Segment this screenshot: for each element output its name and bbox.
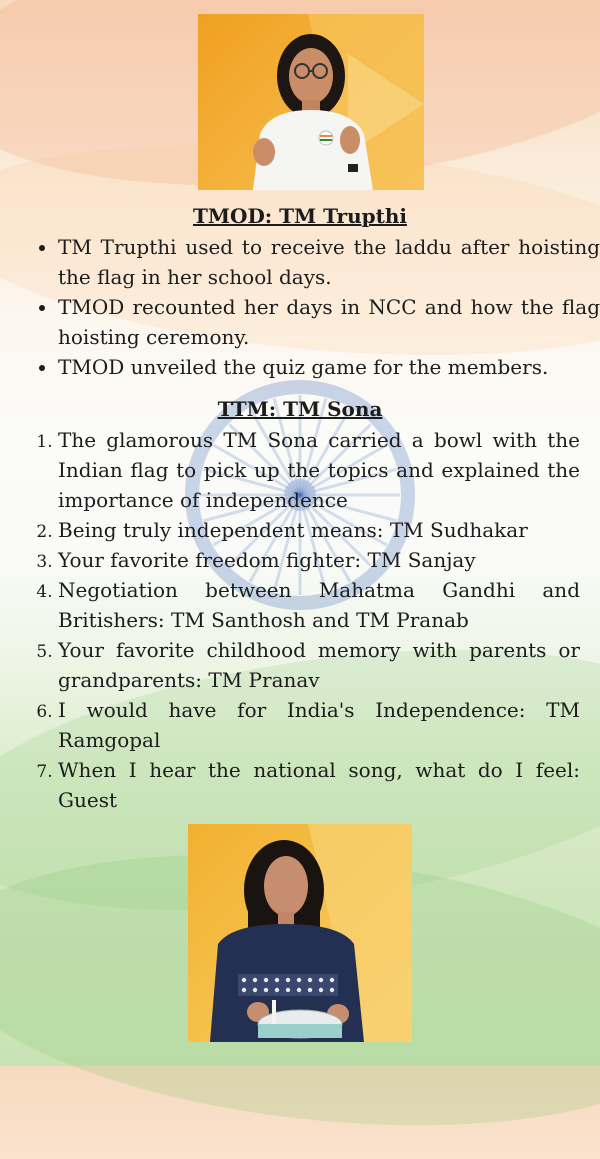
section-heading-tmod: TMOD: TM Trupthi [193,204,407,228]
ttm-topic-list [0,425,580,815]
list-item: 6. I would have for India's Independence: TM Ramgopal [58,695,580,755]
section-heading-ttm: TTM: TM Sona [217,397,383,421]
photo-tm-trupthi [198,14,424,190]
list-item: • TMOD unveiled the quiz game for the members. [58,352,600,382]
tmod-bullet-list [0,232,600,382]
list-item: 1. The glamorous TM Sona carried a bowl with the Indian flag to pick up the topics and explained the importance of independence [58,425,580,515]
list-item: • TMOD recounted her days in NCC and how the flag hoisting ceremony. [58,292,600,352]
list-item: • TM Trupthi used to receive the laddu after hoisting the flag in her school days. [58,232,600,292]
list-item: 4. Negotiation between Mahatma Gandhi and Britishers: TM Santhosh and TM Pranab [58,575,580,635]
list-item: 2. Being truly independent means: TM Sudhakar [58,515,580,545]
photo-tm-sona [188,824,412,1042]
list-item: 7. When I hear the national song, what do I feel: Guest [58,755,580,815]
list-item: 5. Your favorite childhood memory with parents or grandparents: TM Pranav [58,635,580,695]
list-item: 3. Your favorite freedom fighter: TM Sanjay [58,545,580,575]
